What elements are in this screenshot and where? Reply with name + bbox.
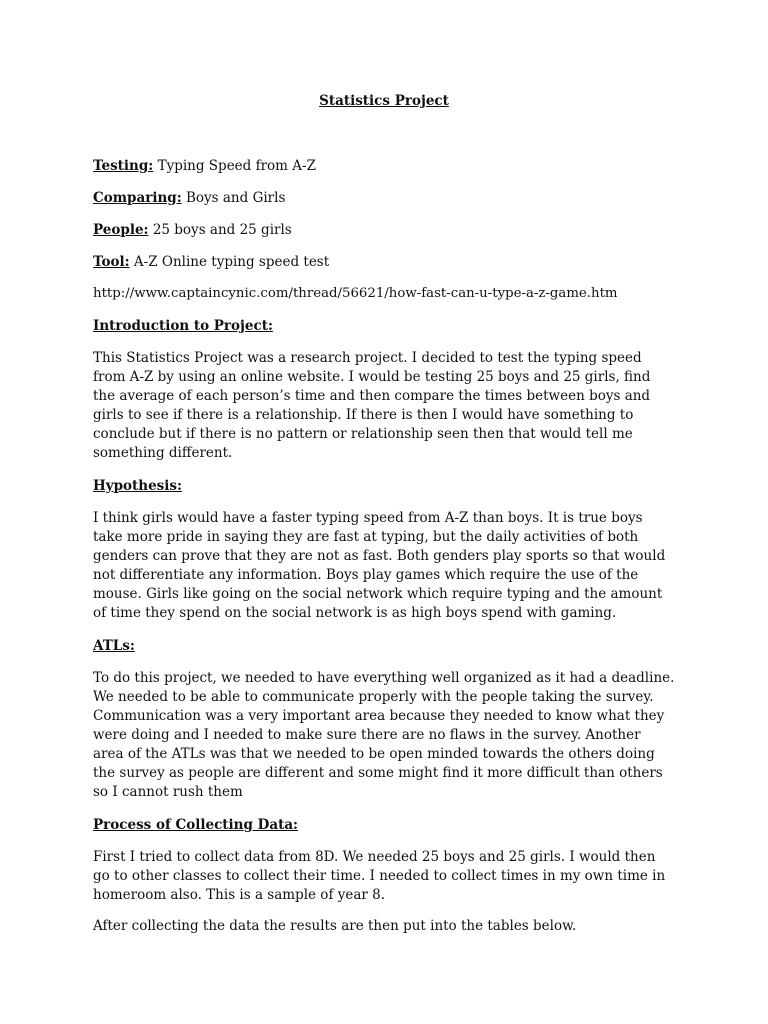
hypothesis-paragraph	[93, 509, 683, 623]
introduction-paragraph	[93, 349, 683, 463]
tool-value: A-Z Online typing speed test	[129, 254, 330, 270]
paragraph-line: I think girls would have a faster typing speed from A-Z than boys. It is true boys	[93, 510, 643, 526]
people-label: People:	[93, 222, 149, 238]
paragraph-line: We needed to be able to communicate properly with the people taking the survey.	[93, 689, 654, 705]
process-heading: Process of Collecting Data:	[93, 817, 299, 833]
paragraph-line: area of the ATLs was that we needed to be open minded towards the others doing	[93, 746, 655, 762]
comparing-value: Boys and Girls	[181, 190, 286, 206]
atls-heading: ATLs:	[93, 638, 135, 654]
paragraph-line: mouse. Girls like going on the social network which require typing and the amount	[93, 586, 663, 602]
paragraph-line: To do this project, we needed to have everything well organized as it had a deadline.	[93, 670, 675, 686]
hypothesis-heading: Hypothesis:	[93, 478, 182, 494]
paragraph-line: of time they spend on the social network is as high boys spend with gaming.	[93, 605, 617, 621]
testing-field	[93, 156, 316, 176]
process-paragraph	[93, 848, 683, 905]
paragraph-line: were doing and I needed to make sure there are no flaws in the survey. Another	[93, 727, 641, 743]
introduction-heading: Introduction to Project:	[93, 318, 273, 334]
paragraph-line: not differentiate any information. Boys play games which require the use of the	[93, 567, 639, 583]
comparing-label: Comparing:	[93, 190, 182, 206]
paragraph-line: the survey as people are different and some might find it more difficult than others	[93, 765, 663, 781]
paragraph-line: go to other classes to collect their time. I needed to collect times in my own time in	[93, 868, 666, 884]
paragraph-line: something different.	[93, 445, 233, 461]
paragraph-line: conclude but if there is no pattern or relationship seen then that would tell me	[93, 426, 633, 442]
people-field	[93, 220, 292, 240]
comparing-field	[93, 188, 285, 208]
atls-paragraph	[93, 669, 683, 802]
paragraph-line: genders can prove that they are not as fast. Both genders play sports so that would	[93, 548, 666, 564]
tool-label: Tool:	[93, 254, 130, 270]
paragraph-line: take more pride in saying they are fast at typing, but the daily activities of both	[93, 529, 639, 545]
paragraph-line: girls to see if there is a relationship. If there is then I would have something to	[93, 407, 634, 423]
testing-value: Typing Speed from A-Z	[153, 158, 316, 174]
closing-line: After collecting the data the results are then put into the tables below.	[93, 918, 577, 934]
paragraph-line: from A-Z by using an online website. I would be testing 25 boys and 25 girls, find	[93, 369, 651, 385]
people-value: 25 boys and 25 girls	[148, 222, 292, 238]
testing-label: Testing:	[93, 158, 154, 174]
closing-paragraph	[93, 917, 683, 936]
paragraph-line: This Statistics Project was a research project. I decided to test the typing speed	[93, 350, 642, 366]
source-url: http://www.captaincynic.com/thread/56621/how-fast-can-u-type-a-z-game.htm	[93, 286, 618, 301]
tool-field	[93, 252, 329, 272]
document-title: Statistics Project	[319, 93, 449, 109]
paragraph-line: Communication was a very important area because they needed to know what they	[93, 708, 665, 724]
paragraph-line: First I tried to collect data from 8D. We needed 25 boys and 25 girls. I would then	[93, 849, 656, 865]
paragraph-line: homeroom also. This is a sample of year 8.	[93, 887, 386, 903]
paragraph-line: the average of each person’s time and then compare the times between boys and	[93, 388, 651, 404]
paragraph-line: so I cannot rush them	[93, 784, 243, 800]
